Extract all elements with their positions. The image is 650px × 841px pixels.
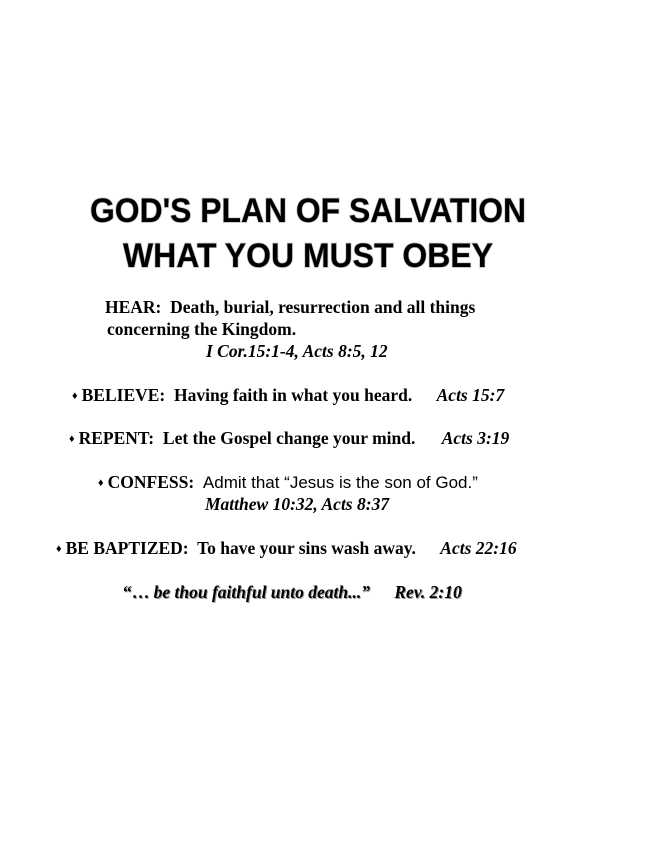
hear-label: HEAR:: [105, 297, 162, 317]
believe-text: Having faith in what you heard.: [174, 385, 413, 405]
baptized-label: BE BAPTIZED:: [65, 538, 189, 558]
faithful-open-quote: “…: [123, 582, 150, 602]
repent-label: REPENT:: [78, 428, 155, 448]
baptized-text: To have your sins wash away.: [197, 538, 416, 558]
believe-label: BELIEVE:: [81, 385, 166, 405]
believe-line: [72, 385, 504, 408]
diamond-bullet-icon: ♦: [72, 390, 78, 402]
faithful-line: [123, 582, 462, 602]
hear-line-2: [107, 319, 296, 339]
confess-text: Admit that “Jesus is the son of God.”: [202, 473, 478, 492]
title-wordart: [86, 185, 530, 277]
diamond-bullet-icon: ♦: [56, 543, 62, 555]
believe-reference: Acts 15:7: [436, 385, 505, 405]
hear-text-2: concerning the Kingdom.: [107, 319, 297, 339]
confess-reference: Matthew 10:32, Acts 8:37: [205, 494, 390, 514]
title-line-2: WHAT YOU MUST OBEY: [123, 237, 494, 275]
repent-line: [69, 428, 509, 451]
title-line-1: GOD'S PLAN OF SALVATION: [90, 192, 526, 230]
hear-reference: I Cor.15:1-4, Acts 8:5, 12: [206, 341, 388, 361]
hear-text-1: Death, burial, resurrection and all things: [170, 297, 476, 317]
repent-reference: Acts 3:19: [441, 428, 510, 448]
repent-text: Let the Gospel change your mind.: [162, 428, 416, 448]
diamond-bullet-icon: ♦: [98, 477, 104, 489]
confess-label: CONFESS:: [107, 472, 195, 492]
baptized-line: [56, 538, 517, 561]
faithful-text: be thou faithful unto death...”: [153, 582, 370, 602]
confess-line: [98, 472, 478, 495]
diamond-bullet-icon: ♦: [69, 433, 75, 445]
faithful-reference: Rev. 2:10: [394, 582, 462, 602]
hear-line-1: [105, 297, 475, 317]
baptized-reference: Acts 22:16: [440, 538, 517, 558]
